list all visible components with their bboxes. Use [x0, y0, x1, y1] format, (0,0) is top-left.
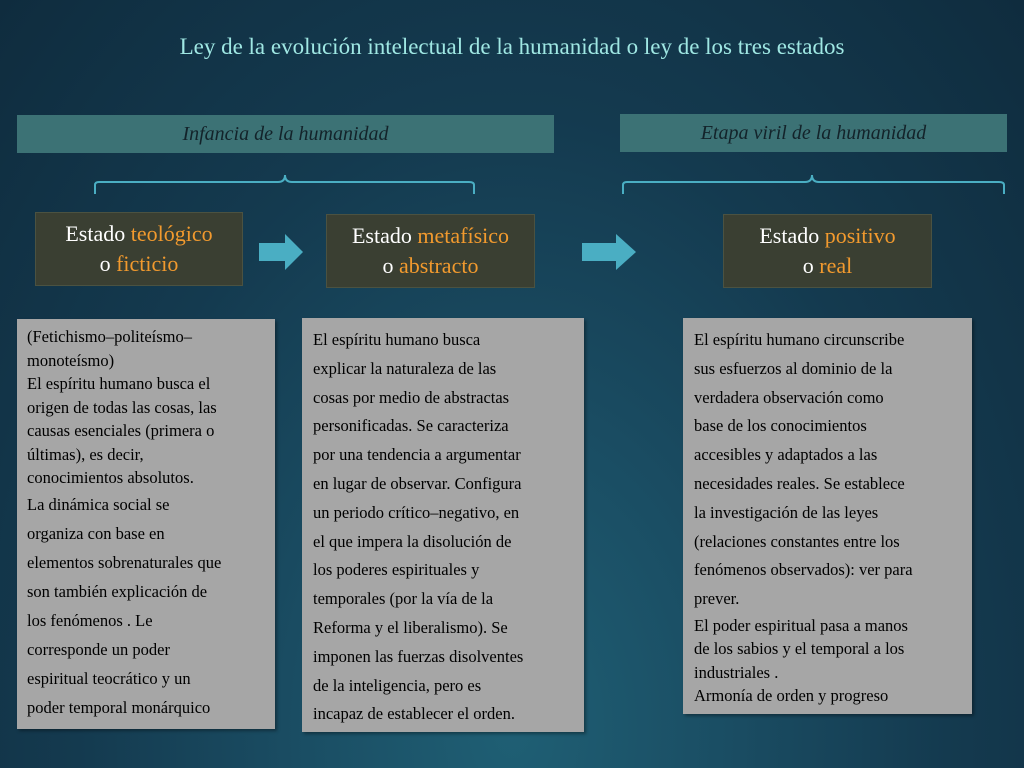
band-infancia	[17, 115, 554, 153]
page-title: Ley de la evolución intelectual de la humanidad o ley de los tres estados	[179, 34, 845, 59]
band-viril	[620, 114, 1007, 152]
teologico-line: últimas), es decir,	[27, 444, 144, 464]
metafisico-line: en lugar de observar. Configura	[313, 473, 522, 493]
positivo-line: industriales .	[694, 662, 779, 682]
brace-infancia	[90, 172, 490, 196]
metafisico-line: el que impera la disolución de	[313, 531, 512, 551]
positivo-line: necesidades reales. Se establece	[694, 473, 905, 493]
state-metafisico-connector: o	[382, 253, 394, 278]
state-teologico	[35, 212, 243, 286]
state-teologico-alt: ficticio	[116, 251, 179, 276]
arrow-right-icon	[259, 232, 305, 272]
state-positivo-connector: o	[802, 253, 814, 278]
teologico-line: elementos sobrenaturales que	[27, 552, 222, 572]
teologico-line: espiritual teocrático y un	[27, 668, 191, 688]
teologico-line: organiza con base en	[27, 523, 165, 543]
positivo-line: la investigación de las leyes	[694, 502, 879, 522]
state-metafisico-alt: abstracto	[399, 253, 479, 278]
state-positivo-alt: real	[819, 253, 853, 278]
metafisico-line: explicar la naturaleza de las	[313, 358, 497, 378]
state-teologico-name: Estado	[65, 221, 126, 246]
positivo-line: fenómenos observados): ver para	[694, 560, 913, 580]
teologico-line: corresponde un poder	[27, 639, 170, 659]
teologico-line: los fenómenos . Le	[27, 610, 153, 630]
description-teologico	[17, 319, 275, 729]
teologico-line: poder temporal monárquico	[27, 697, 211, 717]
state-metafisico-keyword: metafísico	[417, 223, 510, 248]
description-positivo	[683, 318, 972, 714]
positivo-line: El poder espiritual pasa a manos	[694, 615, 908, 635]
metafisico-line: temporales (por la vía de la	[313, 589, 494, 609]
description-metafisico	[302, 318, 584, 732]
positivo-line: base de los conocimientos	[694, 416, 867, 436]
positivo-line: El espíritu humano circunscribe	[694, 330, 905, 349]
teologico-line: origen de todas las cosas, las	[27, 397, 217, 417]
teologico-line: (Fetichismo–politeísmo–	[27, 327, 192, 346]
metafisico-line: los poderes espirituales y	[313, 560, 480, 580]
metafisico-line: El espíritu humano busca	[313, 330, 481, 349]
teologico-line: El espíritu humano busca el	[27, 374, 211, 393]
band-viril-label: Etapa viril de la humanidad	[700, 121, 927, 144]
metafisico-line: por una tendencia a argumentar	[313, 445, 521, 465]
positivo-line: de los sabios y el temporal a los	[694, 639, 905, 659]
teologico-line: son también explicación de	[27, 581, 208, 601]
positivo-line: Armonía de orden y progreso	[694, 686, 889, 706]
metafisico-line: cosas por medio de abstractas	[313, 387, 510, 407]
teologico-line: causas esenciales (primera o	[27, 421, 215, 440]
brace-viril	[618, 172, 1018, 196]
state-teologico-keyword: teológico	[130, 221, 213, 246]
metafisico-line: Reforma y el liberalismo). Se	[313, 617, 508, 637]
state-positivo-keyword: positivo	[824, 223, 896, 248]
teologico-line: La dinámica social se	[27, 494, 170, 514]
positivo-line: accesibles y adaptados a las	[694, 445, 878, 465]
metafisico-line: imponen las fuerzas disolventes	[313, 646, 524, 666]
metafisico-line: un periodo crítico–negativo, en	[313, 502, 520, 522]
positivo-line: prever.	[694, 589, 740, 609]
state-metafisico	[326, 214, 535, 288]
arrow-right-icon	[582, 232, 638, 272]
band-infancia-label: Infancia de la humanidad	[182, 122, 389, 145]
state-positivo-name: Estado	[759, 223, 820, 248]
positivo-line: verdadera observación como	[694, 387, 884, 407]
teologico-line: monoteísmo)	[27, 350, 115, 370]
positivo-line: sus esfuerzos al dominio de la	[694, 358, 893, 378]
metafisico-line: personificadas. Se caracteriza	[313, 416, 509, 436]
metafisico-line: incapaz de establecer el orden.	[313, 704, 516, 724]
state-positivo	[723, 214, 932, 288]
metafisico-line: de la inteligencia, pero es	[313, 675, 482, 695]
teologico-line: conocimientos absolutos.	[27, 468, 194, 487]
state-teologico-connector: o	[99, 251, 111, 276]
positivo-line: (relaciones constantes entre los	[694, 531, 900, 551]
state-metafisico-name: Estado	[351, 223, 412, 248]
